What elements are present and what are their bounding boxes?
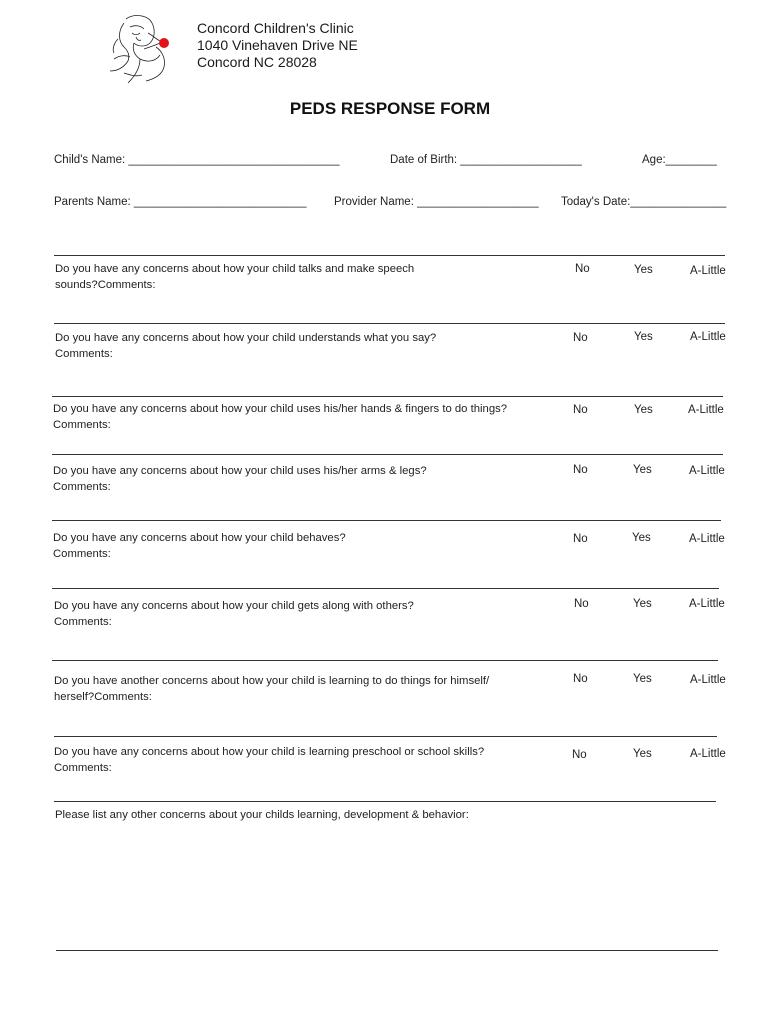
option-a-little[interactable]: A-Little [690,331,726,343]
form-title: PEDS RESPONSE FORM [289,99,491,118]
question-text: Do you have any concerns about how your child understands what you say? [55,332,437,344]
divider [54,323,725,324]
divider [52,396,723,397]
clinic-logo-icon [104,13,176,85]
divider [52,588,719,589]
age-field[interactable]: Age:________ [642,154,717,166]
option-yes[interactable]: Yes [634,264,653,276]
option-no[interactable]: No [573,404,588,416]
question-comments[interactable]: Comments: [53,547,111,560]
childs-name-field[interactable]: Child's Name: _________________________________ [54,154,340,166]
parents-name-field[interactable]: Parents Name: ___________________________ [54,196,307,208]
question-text: Do you have any concerns about how your child is learning preschool or school skills? [54,746,485,758]
question-3 [53,402,553,433]
question-1 [55,262,555,293]
divider [52,454,723,455]
question-4 [53,464,553,495]
option-yes[interactable]: Yes [632,532,651,544]
option-yes[interactable]: Yes [633,673,652,685]
question-7 [54,674,554,705]
option-a-little[interactable]: A-Little [690,748,726,760]
question-text: Do you have any concerns about how your child uses his/her arms & legs? [53,465,427,477]
divider [54,801,716,802]
option-no[interactable]: No [573,332,588,344]
question-8 [54,745,554,776]
question-text: Do you have any concerns about how your child behaves? [53,532,346,544]
question-comments[interactable]: Comments: [53,418,111,431]
option-a-little[interactable]: A-Little [688,404,724,416]
option-a-little[interactable]: A-Little [690,265,726,277]
option-no[interactable]: No [573,464,588,476]
question-comments[interactable]: Comments: [54,615,112,628]
date-of-birth-field[interactable]: Date of Birth: ___________________ [390,154,582,166]
question-comments[interactable]: Comments: [55,347,113,360]
provider-name-field[interactable]: Provider Name: ___________________ [334,196,539,208]
clinic-name: Concord Children's Clinic [197,20,354,36]
option-yes[interactable]: Yes [633,464,652,476]
clinic-address-line1: 1040 Vinehaven Drive NE [197,37,358,53]
option-yes[interactable]: Yes [633,598,652,610]
option-a-little[interactable]: A-Little [689,598,725,610]
option-a-little[interactable]: A-Little [689,465,725,477]
option-no[interactable]: No [573,533,588,545]
question-comments[interactable]: Comments: [53,480,111,493]
divider [54,736,717,737]
question-2 [55,331,555,362]
question-comments[interactable]: sounds?Comments: [55,278,156,291]
option-no[interactable]: No [573,673,588,685]
question-text: Do you have any concerns about how your child talks and make speech [55,263,415,275]
question-text: Do you have another concerns about how your child is learning to do things for himself/ [54,675,490,687]
other-concerns-label: Please list any other concerns about your childs learning, development & behavior: [55,809,469,821]
divider [52,660,718,661]
question-text: Do you have any concerns about how your child gets along with others? [54,600,414,612]
question-text: Do you have any concerns about how your child uses his/her hands & fingers to do things? [53,403,508,415]
todays-date-field[interactable]: Today's Date:_______________ [561,196,727,208]
question-6 [54,599,554,630]
clinic-address-block [197,20,358,71]
divider [52,520,721,521]
option-yes[interactable]: Yes [634,404,653,416]
option-yes[interactable]: Yes [634,331,653,343]
option-yes[interactable]: Yes [633,748,652,760]
question-comments[interactable]: herself?Comments: [54,690,152,703]
divider [54,255,725,256]
option-a-little[interactable]: A-Little [689,533,725,545]
other-concerns-answer-line[interactable] [56,950,718,951]
question-5 [53,531,553,562]
question-comments[interactable]: Comments: [54,761,112,774]
option-no[interactable]: No [574,598,589,610]
option-no[interactable]: No [572,749,587,761]
option-a-little[interactable]: A-Little [690,674,726,686]
clinic-address-line2: Concord NC 28028 [197,54,317,70]
option-no[interactable]: No [575,263,590,275]
